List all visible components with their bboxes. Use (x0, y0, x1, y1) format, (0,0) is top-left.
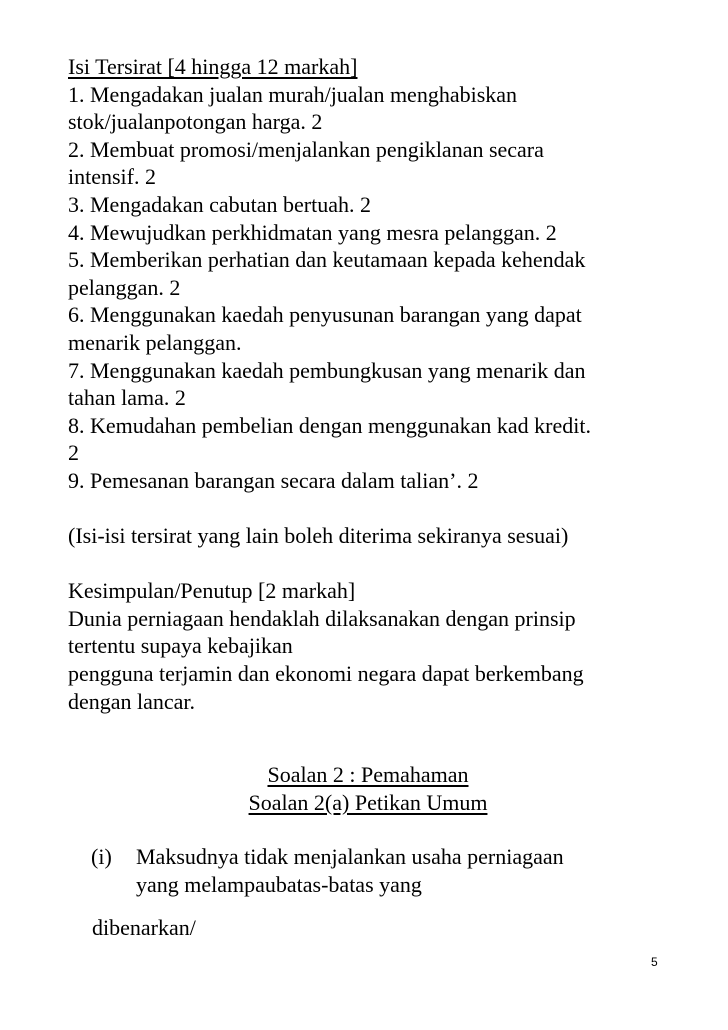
kesimpulan-heading: Kesimpulan/Penutup [2 markah] (68, 578, 356, 604)
tersirat-line: pelanggan. 2 (68, 274, 181, 300)
kesimpulan-line: pengguna terjamin dan ekonomi negara dapat berkembang (68, 661, 584, 687)
answer-body (68, 53, 668, 715)
tersirat-line: 1. Mengadakan jualan murah/jualan menghabiskan (68, 81, 518, 107)
page-number: 5 (651, 955, 658, 969)
tersirat-line: 9. Pemesanan barangan secara dalam talian’. 2 (68, 467, 479, 493)
tersirat-line: intensif. 2 (68, 164, 156, 190)
item-line: yang melampaubatas-batas yang (136, 871, 422, 897)
tersirat-note: (Isi-isi tersirat yang lain boleh diterima sekiranya sesuai) (68, 523, 569, 549)
tersirat-line: 2. Membuat promosi/menjalankan pengiklanan secara (68, 136, 544, 162)
tersirat-line: 6. Menggunakan kaedah penyusunan barangan yang dapat (68, 302, 582, 328)
item-line: Maksudnya tidak menjalankan usaha perniagaan (136, 844, 564, 869)
soalan-subtitle: Soalan 2(a) Petikan Umum (248, 790, 488, 815)
tersirat-line: 5. Memberikan perhatian dan keutamaan kepada kehendak (68, 247, 586, 273)
item-continuation: dibenarkan/ (92, 915, 196, 940)
kesimpulan-line: tertentu supaya kebajikan (68, 633, 293, 659)
tersirat-heading: Isi Tersirat [4 hingga 12 markah] (68, 54, 358, 79)
item-text (136, 843, 564, 898)
tersirat-line: 3. Mengadakan cabutan bertuah. 2 (68, 191, 371, 217)
kesimpulan-line: dengan lancar. (68, 688, 196, 714)
tersirat-line: 2 (68, 440, 79, 466)
item-number: (i) (91, 844, 112, 869)
tersirat-line: 4. Mewujudkan perkhidmatan yang mesra pelanggan. 2 (68, 219, 557, 245)
spacer (68, 495, 668, 523)
tersirat-line: menarik pelanggan. (68, 329, 242, 355)
soalan-title: Soalan 2 : Pemahaman (267, 762, 469, 787)
spacer (68, 550, 668, 578)
kesimpulan-line: Dunia perniagaan hendaklah dilaksanakan dengan prinsip (68, 605, 576, 631)
tersirat-line: 7. Menggunakan kaedah pembungkusan yang menarik dan (68, 357, 586, 383)
tersirat-line: tahan lama. 2 (68, 385, 186, 411)
tersirat-line: 8. Kemudahan pembelian dengan menggunakan kad kredit. (68, 412, 591, 438)
tersirat-line: stok/jualanpotongan harga. 2 (68, 109, 323, 135)
